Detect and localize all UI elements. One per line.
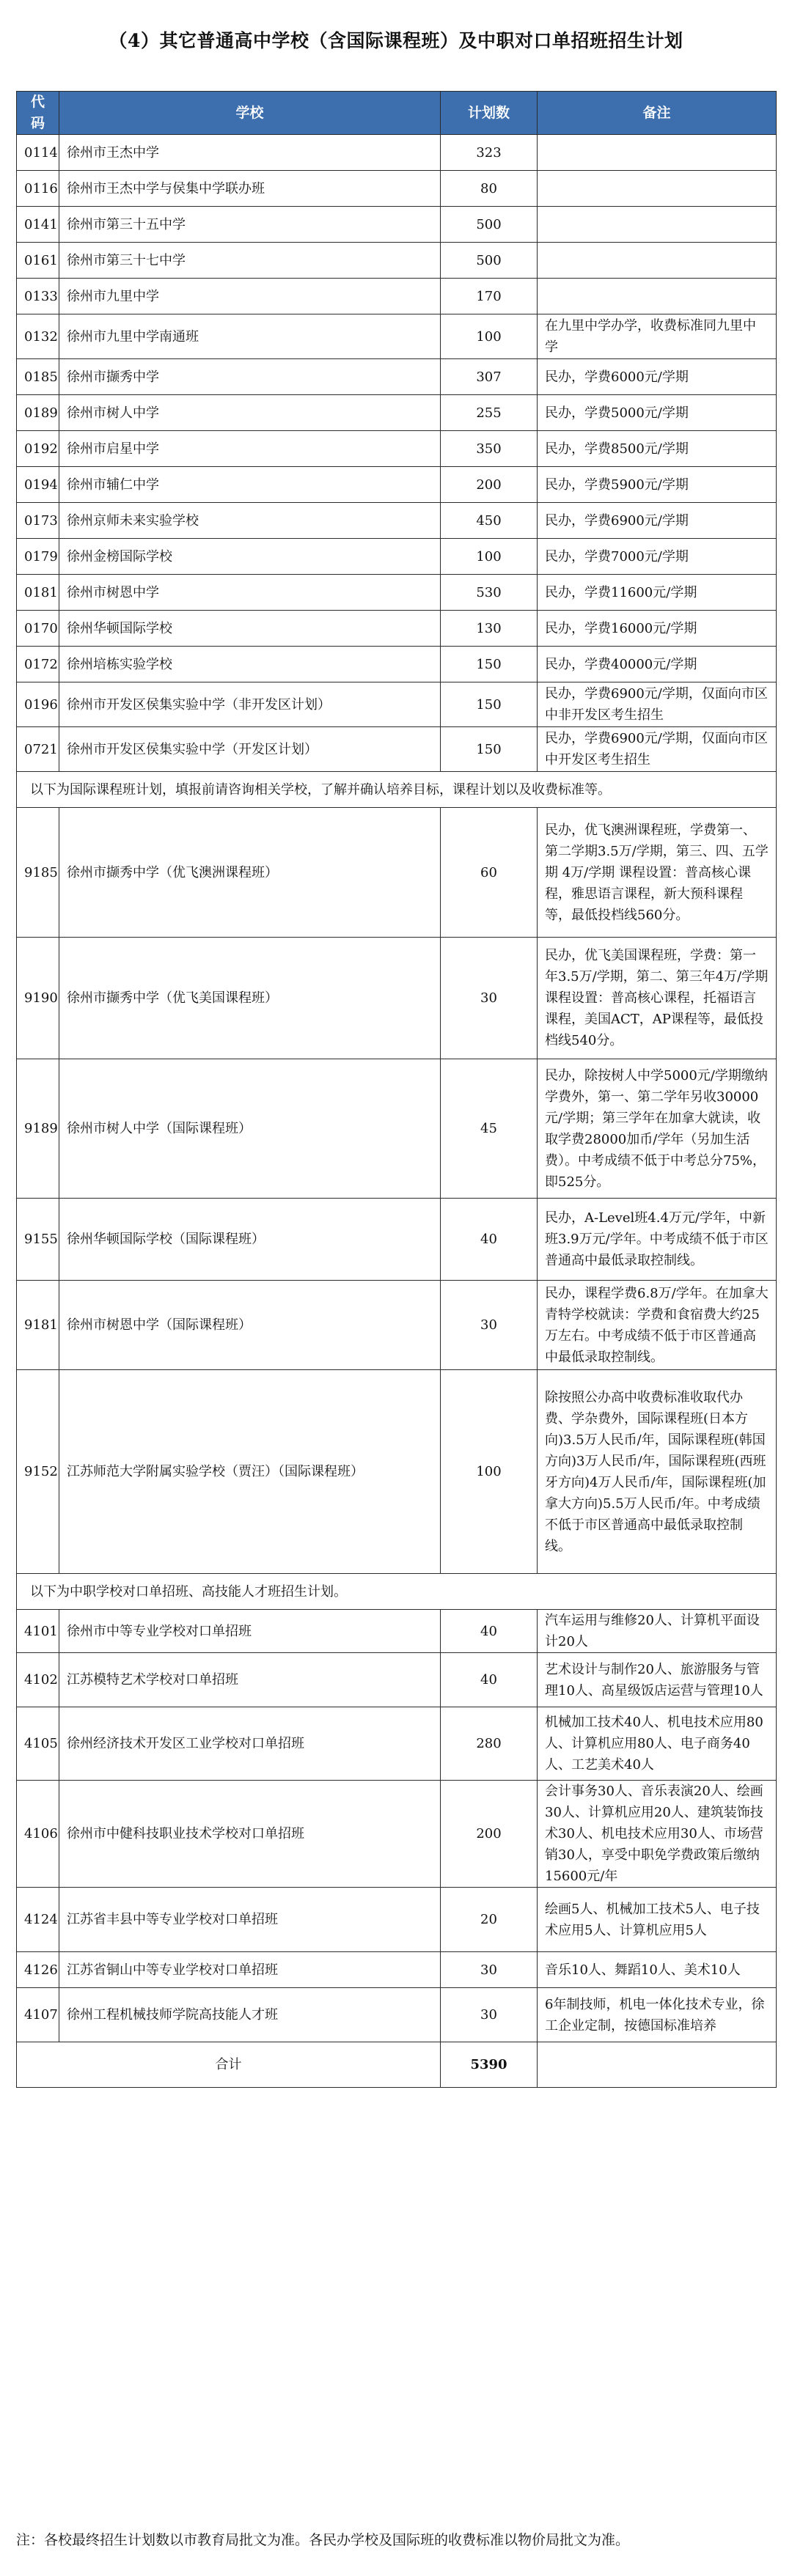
- cell-remark: 民办，学费6900元/学期，仅面向市区中非开发区考生招生: [538, 682, 777, 727]
- cell-remark: 民办，学费5000元/学期: [538, 395, 777, 431]
- table-row: [17, 1281, 777, 1370]
- cell-school: 徐州金榜国际学校: [59, 539, 441, 575]
- table-row: [17, 359, 777, 395]
- cell-remark: [538, 243, 777, 279]
- cell-plan: 307: [441, 359, 538, 395]
- total-remark-empty: [538, 2042, 777, 2088]
- cell-plan: 40: [441, 1610, 538, 1653]
- cell-plan: 100: [441, 1370, 538, 1574]
- total-value: 5390: [441, 2042, 538, 2088]
- cell-code: 0141: [17, 207, 59, 243]
- cell-school: 徐州市中健科技职业技术学校对口单招班: [59, 1781, 441, 1888]
- cell-school: 徐州市撷秀中学（优飞澳洲课程班）: [59, 808, 441, 938]
- cell-school: 江苏模特艺术学校对口单招班: [59, 1653, 441, 1707]
- cell-remark: 民办，学费6900元/学期: [538, 503, 777, 539]
- cell-code: 9189: [17, 1059, 59, 1199]
- cell-remark: 民办，学费8500元/学期: [538, 431, 777, 467]
- cell-school: 江苏师范大学附属实验学校（贾汪）（国际课程班）: [59, 1370, 441, 1574]
- cell-code: 9181: [17, 1281, 59, 1370]
- cell-plan: 100: [441, 314, 538, 359]
- cell-plan: 280: [441, 1707, 538, 1781]
- header-code: 代码: [17, 92, 59, 135]
- table-body: [17, 135, 777, 2088]
- cell-code: 9185: [17, 808, 59, 938]
- cell-remark: [538, 171, 777, 207]
- table-row: [17, 395, 777, 431]
- cell-plan: 30: [441, 1281, 538, 1370]
- cell-plan: 100: [441, 539, 538, 575]
- cell-school: 徐州市树恩中学（国际课程班）: [59, 1281, 441, 1370]
- page-title: （4）其它普通高中学校（含国际课程班）及中职对口单招班招生计划: [109, 30, 683, 51]
- cell-remark: 绘画5人、机械加工技术5人、电子技术应用5人、计算机应用5人: [538, 1888, 777, 1952]
- cell-code: 0185: [17, 359, 59, 395]
- cell-remark: [538, 279, 777, 314]
- cell-remark: 民办，学费7000元/学期: [538, 539, 777, 575]
- notice-row: [17, 1574, 777, 1610]
- cell-plan: 30: [441, 938, 538, 1059]
- cell-code: 4124: [17, 1888, 59, 1952]
- cell-school: 徐州市树人中学: [59, 395, 441, 431]
- cell-code: 9190: [17, 938, 59, 1059]
- table-row: [17, 1610, 777, 1653]
- table-row: [17, 207, 777, 243]
- enrollment-table-wrapper: [16, 91, 776, 2088]
- cell-code: 0179: [17, 539, 59, 575]
- table-row: [17, 808, 777, 938]
- cell-plan: 40: [441, 1653, 538, 1707]
- cell-school: 徐州工程机械技师学院高技能人才班: [59, 1988, 441, 2042]
- cell-remark: [538, 135, 777, 171]
- table-row: [17, 938, 777, 1059]
- cell-plan: 150: [441, 647, 538, 682]
- cell-plan: 130: [441, 611, 538, 647]
- table-row: [17, 1952, 777, 1988]
- cell-remark: 艺术设计与制作20人、旅游服务与管理10人、高星级饭店运营与管理10人: [538, 1653, 777, 1707]
- cell-remark: 民办，优飞美国课程班，学费：第一年3.5万/学期，第二、第三年4万/学期 课程设置：普高核心课程，托福语言课程，美国ACT，AP课程等，最低投档线540分。: [538, 938, 777, 1059]
- cell-school: 徐州市树恩中学: [59, 575, 441, 611]
- cell-plan: 323: [441, 135, 538, 171]
- cell-remark: [538, 207, 777, 243]
- cell-code: 0161: [17, 243, 59, 279]
- cell-code: 4101: [17, 1610, 59, 1653]
- table-row: [17, 647, 777, 682]
- cell-school: 徐州市开发区侯集实验中学（开发区计划）: [59, 727, 441, 772]
- table-row: [17, 314, 777, 359]
- cell-code: 0181: [17, 575, 59, 611]
- cell-plan: 530: [441, 575, 538, 611]
- cell-plan: 150: [441, 682, 538, 727]
- cell-code: 9155: [17, 1199, 59, 1281]
- cell-remark: 汽车运用与维修20人、计算机平面设计20人: [538, 1610, 777, 1653]
- cell-code: 0133: [17, 279, 59, 314]
- cell-remark: 音乐10人、舞蹈10人、美术10人: [538, 1952, 777, 1988]
- cell-code: 0114: [17, 135, 59, 171]
- table-row: [17, 1988, 777, 2042]
- cell-school: 徐州经济技术开发区工业学校对口单招班: [59, 1707, 441, 1781]
- total-label: 合计: [17, 2042, 441, 2088]
- table-row: [17, 611, 777, 647]
- cell-remark: 民办，A-Level班4.4万元/学年，中新班3.9万元/学年。中考成绩不低于市区普通高中最低录取控制线。: [538, 1199, 777, 1281]
- cell-school: 徐州培栋实验学校: [59, 647, 441, 682]
- cell-code: 4105: [17, 1707, 59, 1781]
- cell-school: 江苏省丰县中等专业学校对口单招班: [59, 1888, 441, 1952]
- table-row: [17, 682, 777, 727]
- cell-school: 徐州市启星中学: [59, 431, 441, 467]
- table-row: [17, 1888, 777, 1952]
- cell-remark: 民办，学费6000元/学期: [538, 359, 777, 395]
- cell-remark: 会计事务30人、音乐表演20人、绘画30人、计算机应用20人、建筑装饰技术30人、机电技术应用30人、市场营销30人，享受中职免学费政策后缴纳15600元/年: [538, 1781, 777, 1888]
- cell-code: 0170: [17, 611, 59, 647]
- cell-remark: 民办，优飞澳洲课程班，学费第一、第二学期3.5万/学期，第三、四、五学期 4万/学期 课程设置：普高核心课程，雅思语言课程，新大预科课程等，最低投档线560分。: [538, 808, 777, 938]
- cell-school: 徐州京师未来实验学校: [59, 503, 441, 539]
- table-row: [17, 279, 777, 314]
- table-row: [17, 1059, 777, 1199]
- cell-plan: 30: [441, 1952, 538, 1988]
- cell-remark: 民办，学费16000元/学期: [538, 611, 777, 647]
- table-row: [17, 431, 777, 467]
- cell-plan: 450: [441, 503, 538, 539]
- cell-plan: 170: [441, 279, 538, 314]
- cell-school: 徐州市撷秀中学（优飞美国课程班）: [59, 938, 441, 1059]
- cell-plan: 200: [441, 1781, 538, 1888]
- table-row: [17, 575, 777, 611]
- table-row: [17, 503, 777, 539]
- header-school: 学校: [59, 92, 441, 135]
- cell-code: 0192: [17, 431, 59, 467]
- cell-school: 徐州市王杰中学: [59, 135, 441, 171]
- cell-school: 徐州市开发区侯集实验中学（非开发区计划）: [59, 682, 441, 727]
- cell-plan: 45: [441, 1059, 538, 1199]
- footnote: 注：各校最终招生计划数以市教育局批文为准。各民办学校及国际班的收费标准以物价局批文为准。: [16, 2532, 630, 2548]
- cell-remark: 民办，学费40000元/学期: [538, 647, 777, 682]
- cell-school: 徐州市第三十五中学: [59, 207, 441, 243]
- cell-plan: 60: [441, 808, 538, 938]
- table-row: [17, 1707, 777, 1781]
- notice-text: 以下为国际课程班计划，填报前请咨询相关学校，了解并确认培养目标，课程计划以及收费标准等。: [17, 772, 777, 808]
- cell-code: 0196: [17, 682, 59, 727]
- cell-school: 徐州市王杰中学与侯集中学联办班: [59, 171, 441, 207]
- cell-school: 江苏省铜山中等专业学校对口单招班: [59, 1952, 441, 1988]
- cell-remark: 除按照公办高中收费标准收取代办费、学杂费外，国际课程班(日本方向)3.5万人民币/年，国际课程班(韩国方向)3万人民币/年，国际课程班(西班牙方向)4万人民币/年，国际课程班(加拿大方向)5.5万人民币/年。中考成绩不低于市区普通高中最低录取控制线。: [538, 1370, 777, 1574]
- cell-code: 9152: [17, 1370, 59, 1574]
- table-row: [17, 171, 777, 207]
- cell-plan: 30: [441, 1988, 538, 2042]
- cell-remark: 民办，学费5900元/学期: [538, 467, 777, 503]
- header-remark: 备注: [538, 92, 777, 135]
- table-row: [17, 1781, 777, 1888]
- cell-remark: 机械加工技术40人、机电技术应用80人、计算机应用80人、电子商务40人、工艺美术40人: [538, 1707, 777, 1781]
- cell-remark: 民办，学费6900元/学期，仅面向市区中开发区考生招生: [538, 727, 777, 772]
- cell-school: 徐州市第三十七中学: [59, 243, 441, 279]
- header-plan: 计划数: [441, 92, 538, 135]
- cell-plan: 500: [441, 207, 538, 243]
- cell-code: 4106: [17, 1781, 59, 1888]
- enrollment-plan-table: [16, 91, 777, 2088]
- cell-school: 徐州市九里中学南通班: [59, 314, 441, 359]
- cell-plan: 500: [441, 243, 538, 279]
- cell-plan: 80: [441, 171, 538, 207]
- table-row: [17, 1370, 777, 1574]
- total-row: [17, 2042, 777, 2088]
- cell-code: 4102: [17, 1653, 59, 1707]
- cell-remark: 6年制技师，机电一体化技术专业，徐工企业定制，按德国标准培养: [538, 1988, 777, 2042]
- cell-school: 徐州华顿国际学校（国际课程班）: [59, 1199, 441, 1281]
- cell-plan: 150: [441, 727, 538, 772]
- table-header-row: [17, 92, 777, 135]
- cell-school: 徐州市树人中学（国际课程班）: [59, 1059, 441, 1199]
- cell-code: 4107: [17, 1988, 59, 2042]
- cell-school: 徐州市中等专业学校对口单招班: [59, 1610, 441, 1653]
- table-row: [17, 727, 777, 772]
- cell-code: 0189: [17, 395, 59, 431]
- cell-remark: 在九里中学办学，收费标准同九里中学: [538, 314, 777, 359]
- cell-remark: 民办，课程学费6.8万/学年。在加拿大青特学校就读：学费和食宿费大约25万左右。中考成绩不低于市区普通高中最低录取控制线。: [538, 1281, 777, 1370]
- notice-text: 以下为中职学校对口单招班、高技能人才班招生计划。: [17, 1574, 777, 1610]
- cell-plan: 200: [441, 467, 538, 503]
- cell-code: 0116: [17, 171, 59, 207]
- cell-plan: 255: [441, 395, 538, 431]
- cell-plan: 40: [441, 1199, 538, 1281]
- cell-code: 0172: [17, 647, 59, 682]
- cell-code: 0132: [17, 314, 59, 359]
- cell-remark: 民办，学费11600元/学期: [538, 575, 777, 611]
- cell-plan: 350: [441, 431, 538, 467]
- cell-remark: 民办，除按树人中学5000元/学期缴纳学费外，第一、第二学年另收30000元/学期；第三学年在加拿大就读，收取学费28000加币/学年（另加生活费）。中考成绩不低于中考总分75%，即525分。: [538, 1059, 777, 1199]
- notice-row: [17, 772, 777, 808]
- table-row: [17, 539, 777, 575]
- cell-school: 徐州市九里中学: [59, 279, 441, 314]
- cell-school: 徐州华顿国际学校: [59, 611, 441, 647]
- cell-school: 徐州市撷秀中学: [59, 359, 441, 395]
- table-row: [17, 1199, 777, 1281]
- table-row: [17, 467, 777, 503]
- cell-code: 0173: [17, 503, 59, 539]
- table-row: [17, 243, 777, 279]
- cell-plan: 20: [441, 1888, 538, 1952]
- cell-code: 0721: [17, 727, 59, 772]
- cell-code: 4126: [17, 1952, 59, 1988]
- cell-school: 徐州市辅仁中学: [59, 467, 441, 503]
- table-row: [17, 135, 777, 171]
- table-row: [17, 1653, 777, 1707]
- cell-code: 0194: [17, 467, 59, 503]
